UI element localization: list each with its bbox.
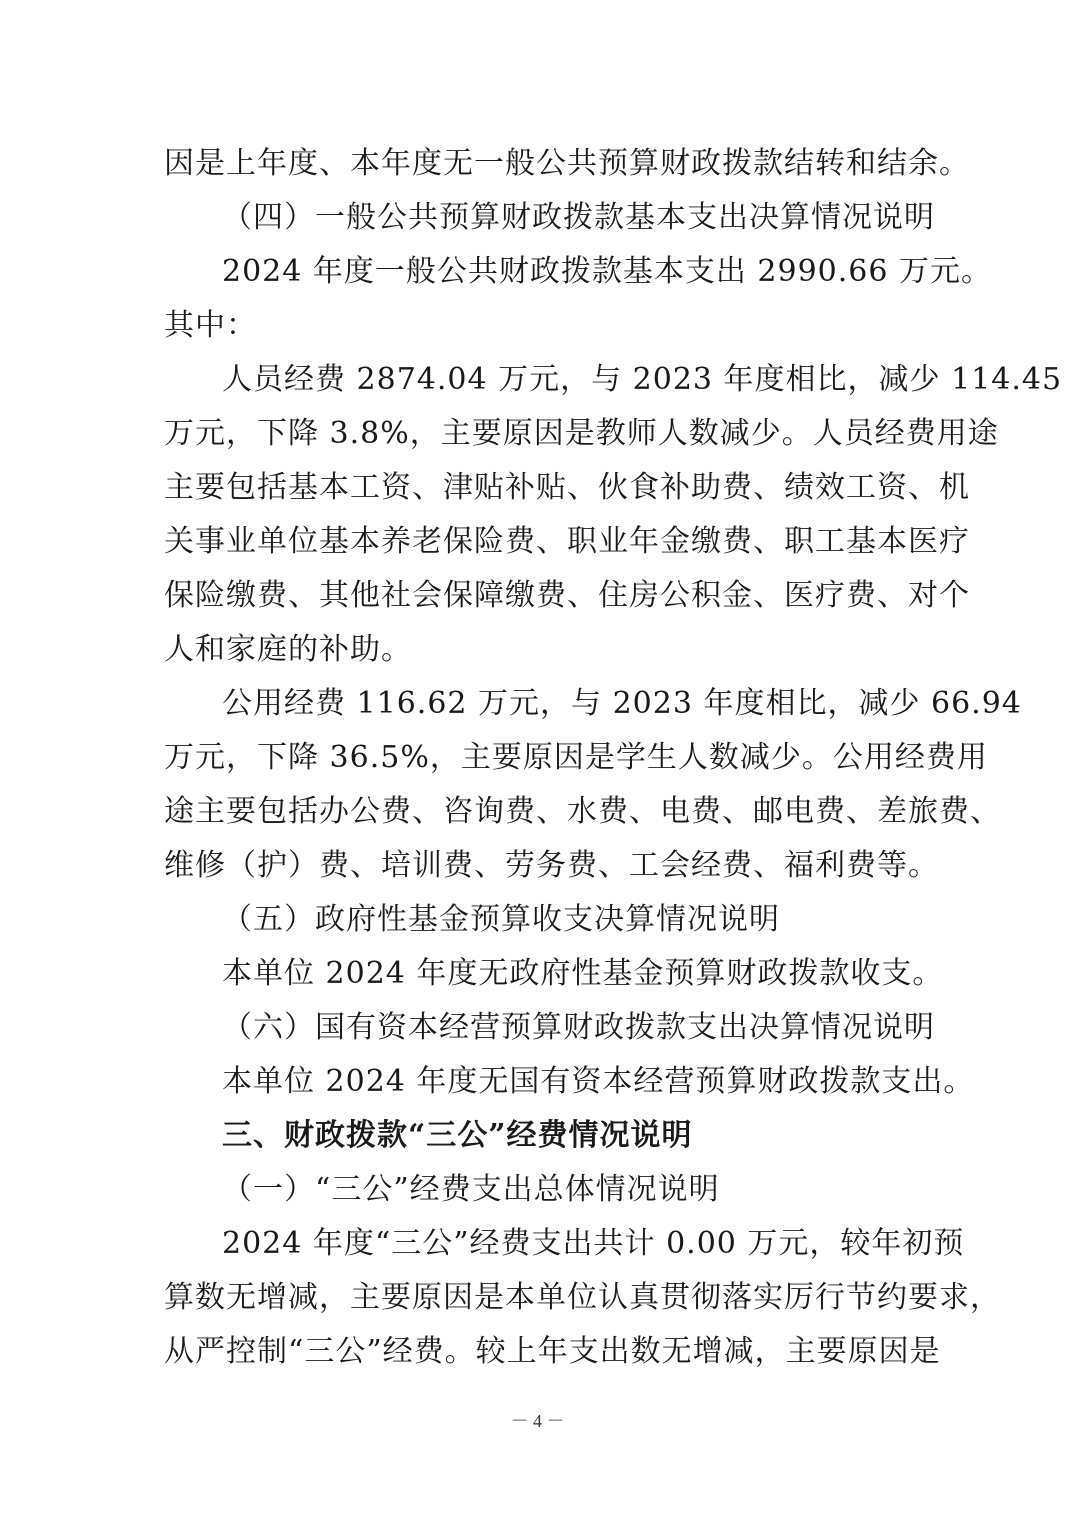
paragraph-line: 公用经费 116.62 万元，与 2023 年度相比，减少 66.94: [222, 686, 1022, 721]
paragraph-line: 本单位 2024 年度无国有资本经营预算财政拨款支出。: [222, 1064, 975, 1099]
section-heading-6: （六）国有资本经营预算财政拨款支出决算情况说明: [222, 1010, 935, 1045]
paragraph-line: 万元，下降 3.8%，主要原因是教师人数减少。人员经费用途: [164, 416, 999, 451]
paragraph-line: 2024 年度“三公”经费支出共计 0.00 万元，较年初预: [222, 1226, 965, 1261]
paragraph-line: 其中：: [164, 308, 257, 343]
paragraph-line: 因是上年度、本年度无一般公共预算财政拨款结转和结余。: [164, 146, 970, 181]
section-heading-1: （一）“三公”经费支出总体情况说明: [222, 1172, 720, 1207]
section-heading-5: （五）政府性基金预算收支决算情况说明: [222, 902, 780, 937]
chapter-heading-3: 三、财政拨款“三公”经费情况说明: [222, 1118, 693, 1153]
paragraph-line: 途主要包括办公费、咨询费、水费、电费、邮电费、差旅费、: [164, 794, 1001, 829]
paragraph-line: 万元，下降 36.5%，主要原因是学生人数减少。公用经费用: [164, 740, 988, 775]
section-heading-4: （四）一般公共预算财政拨款基本支出决算情况说明: [222, 200, 935, 235]
paragraph-line: 本单位 2024 年度无政府性基金预算财政拨款收支。: [222, 956, 944, 991]
paragraph-line: 人和家庭的补助。: [164, 632, 412, 667]
paragraph-line: 维修（护）费、培训费、劳务费、工会经费、福利费等。: [164, 848, 939, 883]
paragraph-line: 主要包括基本工资、津贴补贴、伙食补助费、绩效工资、机: [164, 470, 970, 505]
paragraph-line: 关事业单位基本养老保险费、职业年金缴费、职工基本医疗: [164, 524, 970, 559]
paragraph-line: 算数无增减，主要原因是本单位认真贯彻落实厉行节约要求，: [164, 1280, 1001, 1315]
paragraph-line: 保险缴费、其他社会保障缴费、住房公积金、医疗费、对个: [164, 578, 970, 613]
paragraph-line: 2024 年度一般公共财政拨款基本支出 2990.66 万元。: [222, 254, 993, 289]
page-number: － 4 －: [510, 1411, 565, 1431]
paragraph-line: 从严控制“三公”经费。较上年支出数无增减，主要原因是: [164, 1334, 941, 1369]
paragraph-line: 人员经费 2874.04 万元，与 2023 年度相比，减少 114.45: [222, 362, 1063, 397]
